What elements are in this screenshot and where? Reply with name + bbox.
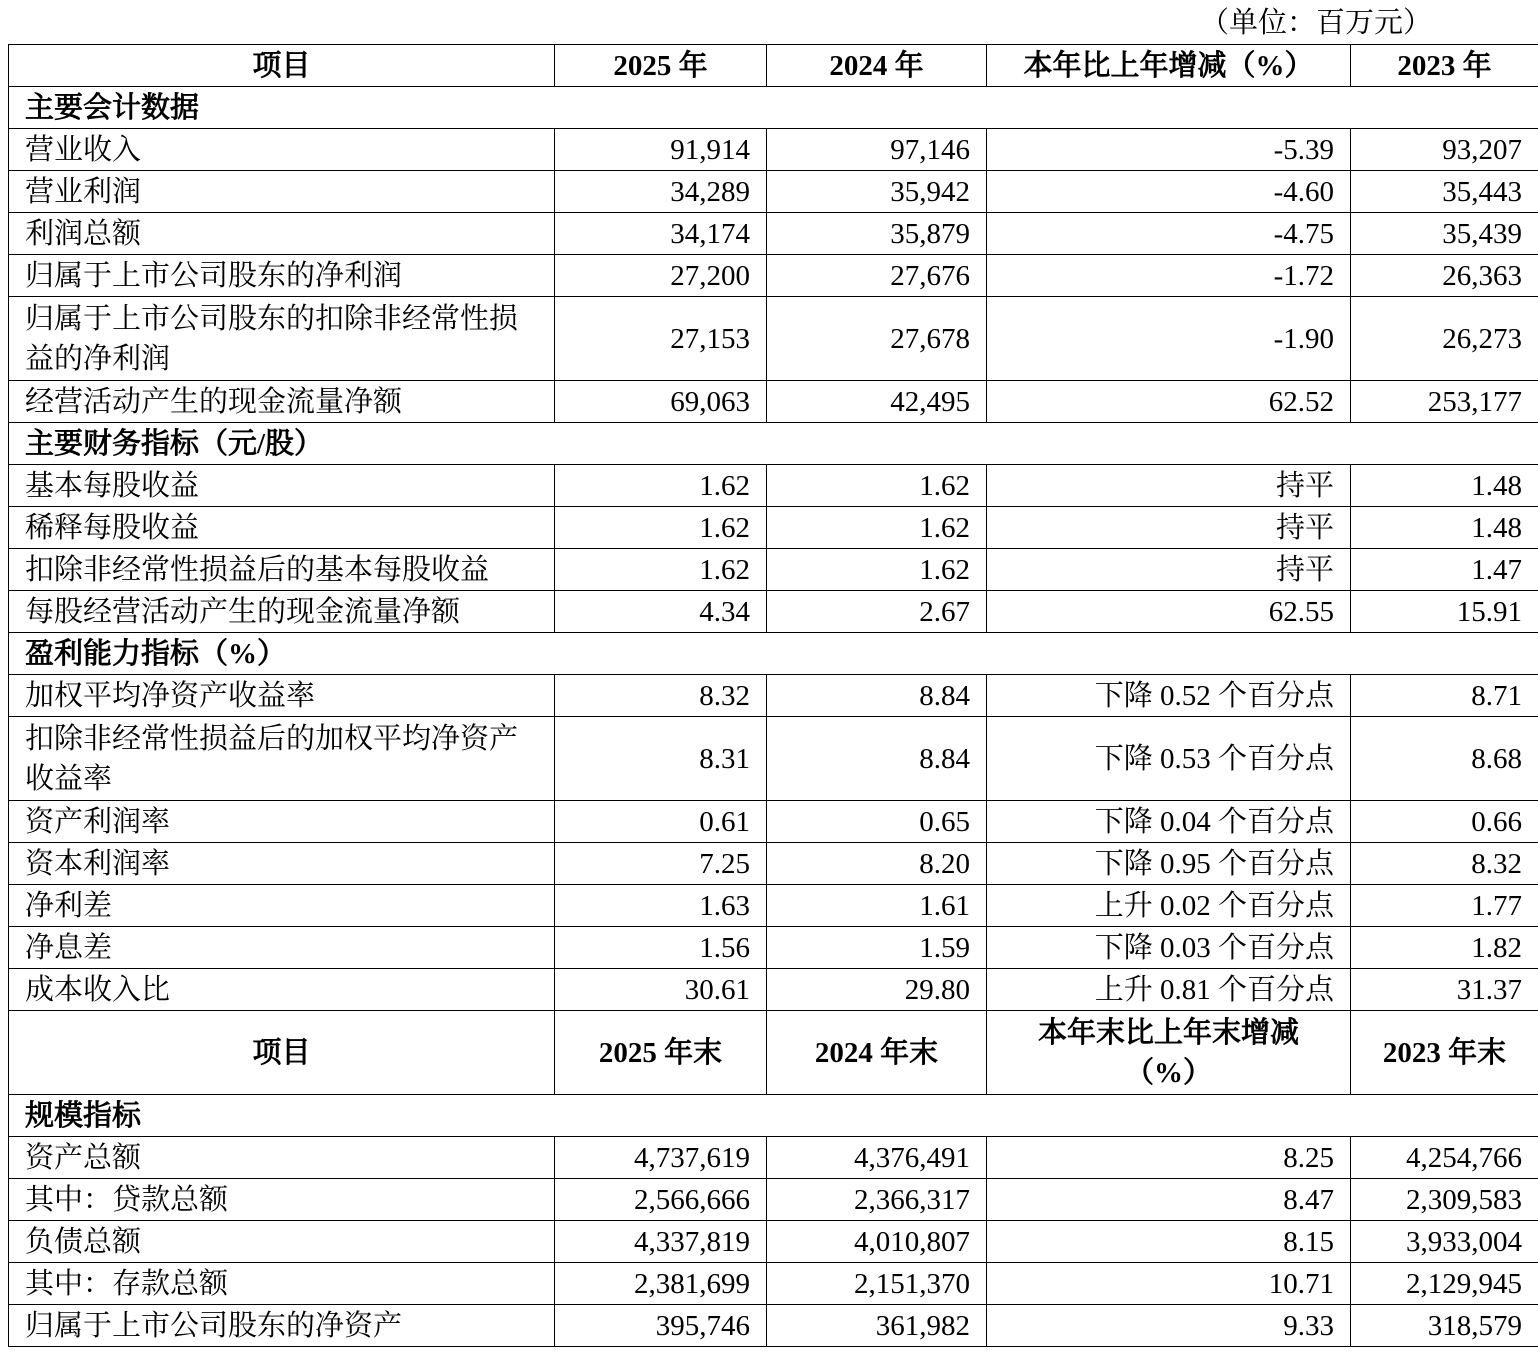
section-title: 规模指标 (9, 1095, 1538, 1137)
value-cell: 2,366,317 (767, 1179, 987, 1221)
value-cell: 93,207 (1351, 129, 1538, 171)
row-label: 负债总额 (9, 1221, 555, 1263)
value-cell: -4.60 (987, 171, 1351, 213)
row-label: 归属于上市公司股东的净资产 (9, 1305, 555, 1347)
row-label: 其中：贷款总额 (9, 1179, 555, 1221)
value-cell: 0.61 (555, 801, 767, 843)
value-cell: 1.62 (555, 465, 767, 507)
value-cell: 0.66 (1351, 801, 1538, 843)
value-cell: 8.84 (767, 675, 987, 717)
value-cell: 持平 (987, 549, 1351, 591)
value-cell: 下降 0.95 个百分点 (987, 843, 1351, 885)
value-cell: 253,177 (1351, 381, 1538, 423)
value-cell: 1.63 (555, 885, 767, 927)
table-row (9, 1263, 1538, 1305)
row-label: 归属于上市公司股东的扣除非经常性损益的净利润 (9, 297, 555, 381)
column-header: 本年末比上年末增减（%） (987, 1011, 1351, 1095)
value-cell: -5.39 (987, 129, 1351, 171)
header1-row (9, 45, 1538, 87)
table-row (9, 717, 1538, 801)
table-row (9, 549, 1538, 591)
row-label: 加权平均净资产收益率 (9, 675, 555, 717)
value-cell: 35,942 (767, 171, 987, 213)
row-label: 扣除非经常性损益后的加权平均净资产收益率 (9, 717, 555, 801)
value-cell: 2,151,370 (767, 1263, 987, 1305)
value-cell: 35,439 (1351, 213, 1538, 255)
value-cell: 1.62 (767, 549, 987, 591)
value-cell: 持平 (987, 465, 1351, 507)
value-cell: 26,363 (1351, 255, 1538, 297)
value-cell: -4.75 (987, 213, 1351, 255)
table-row (9, 381, 1538, 423)
table-row (9, 1179, 1538, 1221)
value-cell: 8.32 (555, 675, 767, 717)
value-cell: 8.20 (767, 843, 987, 885)
value-cell: 27,676 (767, 255, 987, 297)
column-header: 2025 年 (555, 45, 767, 87)
column-header: 2025 年末 (555, 1011, 767, 1095)
value-cell: 91,914 (555, 129, 767, 171)
value-cell: 34,174 (555, 213, 767, 255)
table-row (9, 591, 1538, 633)
table-row (9, 1137, 1538, 1179)
row-label: 归属于上市公司股东的净利润 (9, 255, 555, 297)
section-row (9, 1095, 1538, 1137)
column-header: 本年比上年增减（%） (987, 45, 1351, 87)
value-cell: 1.62 (555, 549, 767, 591)
value-cell: 1.47 (1351, 549, 1538, 591)
table-row (9, 885, 1538, 927)
table-row (9, 675, 1538, 717)
row-label: 每股经营活动产生的现金流量净额 (9, 591, 555, 633)
value-cell: 下降 0.03 个百分点 (987, 927, 1351, 969)
value-cell: 62.55 (987, 591, 1351, 633)
table-row (9, 507, 1538, 549)
value-cell: 361,982 (767, 1305, 987, 1347)
value-cell: 30.61 (555, 969, 767, 1011)
table-row (9, 927, 1538, 969)
value-cell: 35,443 (1351, 171, 1538, 213)
row-label: 其中：存款总额 (9, 1263, 555, 1305)
value-cell: 395,746 (555, 1305, 767, 1347)
value-cell: 8.84 (767, 717, 987, 801)
value-cell: 1.62 (767, 507, 987, 549)
value-cell: 3,933,004 (1351, 1221, 1538, 1263)
value-cell: 2,309,583 (1351, 1179, 1538, 1221)
value-cell: 34,289 (555, 171, 767, 213)
value-cell: 27,678 (767, 297, 987, 381)
value-cell: 4,737,619 (555, 1137, 767, 1179)
row-label: 资本利润率 (9, 843, 555, 885)
value-cell: 上升 0.81 个百分点 (987, 969, 1351, 1011)
row-label: 扣除非经常性损益后的基本每股收益 (9, 549, 555, 591)
value-cell: 4,254,766 (1351, 1137, 1538, 1179)
value-cell: 8.25 (987, 1137, 1351, 1179)
value-cell: 1.56 (555, 927, 767, 969)
column-header: 2023 年末 (1351, 1011, 1538, 1095)
value-cell: 4,010,807 (767, 1221, 987, 1263)
row-label: 营业收入 (9, 129, 555, 171)
value-cell: 31.37 (1351, 969, 1538, 1011)
column-header: 2023 年 (1351, 45, 1538, 87)
value-cell: 4,376,491 (767, 1137, 987, 1179)
table-row (9, 297, 1538, 381)
table-row (9, 465, 1538, 507)
table-row (9, 801, 1538, 843)
table-row (9, 843, 1538, 885)
value-cell: 2,566,666 (555, 1179, 767, 1221)
value-cell: 318,579 (1351, 1305, 1538, 1347)
value-cell: 2,129,945 (1351, 1263, 1538, 1305)
row-label: 净利差 (9, 885, 555, 927)
table-row (9, 1305, 1538, 1347)
value-cell: 10.71 (987, 1263, 1351, 1305)
value-cell: 62.52 (987, 381, 1351, 423)
value-cell: 2,381,699 (555, 1263, 767, 1305)
value-cell: 下降 0.52 个百分点 (987, 675, 1351, 717)
table-row (9, 213, 1538, 255)
row-label: 资产利润率 (9, 801, 555, 843)
row-label: 营业利润 (9, 171, 555, 213)
row-label: 资产总额 (9, 1137, 555, 1179)
value-cell: 29.80 (767, 969, 987, 1011)
value-cell: 1.59 (767, 927, 987, 969)
value-cell: 26,273 (1351, 297, 1538, 381)
row-label: 经营活动产生的现金流量净额 (9, 381, 555, 423)
value-cell: 8.15 (987, 1221, 1351, 1263)
value-cell: 1.62 (767, 465, 987, 507)
section-row (9, 87, 1538, 129)
section-title: 主要财务指标（元/股） (9, 423, 1538, 465)
value-cell: 4.34 (555, 591, 767, 633)
value-cell: 下降 0.04 个百分点 (987, 801, 1351, 843)
value-cell: 4,337,819 (555, 1221, 767, 1263)
value-cell: -1.72 (987, 255, 1351, 297)
value-cell: 8.68 (1351, 717, 1538, 801)
table-row (9, 171, 1538, 213)
column-header: 2024 年末 (767, 1011, 987, 1095)
value-cell: 1.62 (555, 507, 767, 549)
value-cell: 2.67 (767, 591, 987, 633)
row-label: 净息差 (9, 927, 555, 969)
value-cell: 8.71 (1351, 675, 1538, 717)
section-title: 主要会计数据 (9, 87, 1538, 129)
value-cell: 0.65 (767, 801, 987, 843)
value-cell: 1.48 (1351, 507, 1538, 549)
value-cell: 1.82 (1351, 927, 1538, 969)
value-cell: 1.77 (1351, 885, 1538, 927)
value-cell: 8.47 (987, 1179, 1351, 1221)
value-cell: 7.25 (555, 843, 767, 885)
section-row (9, 423, 1538, 465)
section-row (9, 633, 1538, 675)
row-label: 稀释每股收益 (9, 507, 555, 549)
row-label: 基本每股收益 (9, 465, 555, 507)
value-cell: 8.32 (1351, 843, 1538, 885)
value-cell: 下降 0.53 个百分点 (987, 717, 1351, 801)
value-cell: 27,200 (555, 255, 767, 297)
value-cell: 97,146 (767, 129, 987, 171)
table-row (9, 969, 1538, 1011)
value-cell: 15.91 (1351, 591, 1538, 633)
table-row (9, 1221, 1538, 1263)
value-cell: -1.90 (987, 297, 1351, 381)
row-label: 利润总额 (9, 213, 555, 255)
financial-summary-table (8, 44, 1538, 1347)
value-cell: 1.48 (1351, 465, 1538, 507)
row-label: 成本收入比 (9, 969, 555, 1011)
column-header: 2024 年 (767, 45, 987, 87)
unit-note: （单位：百万元） (1199, 7, 1432, 39)
column-header: 项目 (9, 45, 555, 87)
value-cell: 9.33 (987, 1305, 1351, 1347)
table-row (9, 255, 1538, 297)
value-cell: 69,063 (555, 381, 767, 423)
value-cell: 27,153 (555, 297, 767, 381)
value-cell: 1.61 (767, 885, 987, 927)
value-cell: 35,879 (767, 213, 987, 255)
header2-row (9, 1011, 1538, 1095)
value-cell: 8.31 (555, 717, 767, 801)
value-cell: 42,495 (767, 381, 987, 423)
section-title: 盈利能力指标（%） (9, 633, 1538, 675)
value-cell: 持平 (987, 507, 1351, 549)
column-header: 项目 (9, 1011, 555, 1095)
table-row (9, 129, 1538, 171)
value-cell: 上升 0.02 个百分点 (987, 885, 1351, 927)
